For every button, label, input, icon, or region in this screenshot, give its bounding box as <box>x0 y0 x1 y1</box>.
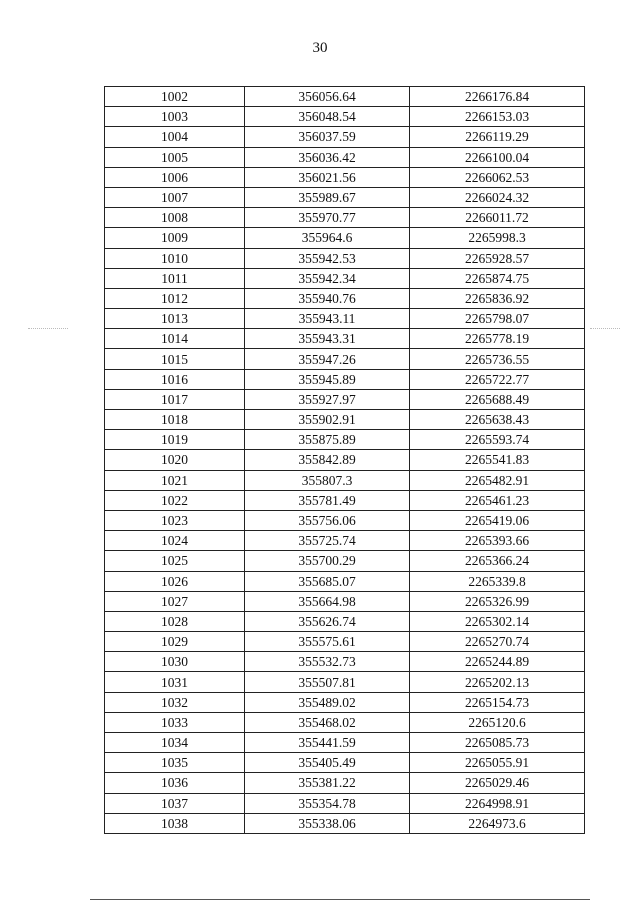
y-coordinate-cell: 2265326.99 <box>410 591 585 611</box>
table-row <box>105 652 585 672</box>
point-number-cell: 1015 <box>105 349 245 369</box>
table-row <box>105 288 585 308</box>
y-coordinate-cell: 2266176.84 <box>410 87 585 107</box>
x-coordinate-cell: 355575.61 <box>245 632 410 652</box>
x-coordinate-cell: 355940.76 <box>245 288 410 308</box>
y-coordinate-cell: 2265928.57 <box>410 248 585 268</box>
x-coordinate-cell: 355381.22 <box>245 773 410 793</box>
point-number-cell: 1031 <box>105 672 245 692</box>
point-number-cell: 1033 <box>105 712 245 732</box>
y-coordinate-cell: 2265541.83 <box>410 450 585 470</box>
y-coordinate-cell: 2265482.91 <box>410 470 585 490</box>
x-coordinate-cell: 355942.53 <box>245 248 410 268</box>
table-row <box>105 753 585 773</box>
table-row <box>105 309 585 329</box>
x-coordinate-cell: 355489.02 <box>245 692 410 712</box>
x-coordinate-cell: 355989.67 <box>245 187 410 207</box>
y-coordinate-cell: 2264973.6 <box>410 813 585 833</box>
x-coordinate-cell: 355468.02 <box>245 712 410 732</box>
x-coordinate-cell: 355947.26 <box>245 349 410 369</box>
x-coordinate-cell: 356056.64 <box>245 87 410 107</box>
point-number-cell: 1005 <box>105 147 245 167</box>
x-coordinate-cell: 355807.3 <box>245 470 410 490</box>
bottom-rule <box>90 899 590 900</box>
y-coordinate-cell: 2265366.24 <box>410 551 585 571</box>
table-row <box>105 147 585 167</box>
point-number-cell: 1010 <box>105 248 245 268</box>
point-number-cell: 1007 <box>105 187 245 207</box>
x-coordinate-cell: 355943.31 <box>245 329 410 349</box>
y-coordinate-cell: 2264998.91 <box>410 793 585 813</box>
point-number-cell: 1020 <box>105 450 245 470</box>
x-coordinate-cell: 355964.6 <box>245 228 410 248</box>
x-coordinate-cell: 355970.77 <box>245 208 410 228</box>
y-coordinate-cell: 2265688.49 <box>410 389 585 409</box>
table-row <box>105 430 585 450</box>
table-row <box>105 813 585 833</box>
table-row <box>105 470 585 490</box>
point-number-cell: 1026 <box>105 571 245 591</box>
point-number-cell: 1018 <box>105 410 245 430</box>
point-number-cell: 1016 <box>105 369 245 389</box>
point-number-cell: 1028 <box>105 611 245 631</box>
y-coordinate-cell: 2265202.13 <box>410 672 585 692</box>
x-coordinate-cell: 355943.11 <box>245 309 410 329</box>
y-coordinate-cell: 2265244.89 <box>410 652 585 672</box>
table-row <box>105 349 585 369</box>
table-row <box>105 450 585 470</box>
page-number: 30 <box>312 40 328 56</box>
y-coordinate-cell: 2266011.72 <box>410 208 585 228</box>
y-coordinate-cell: 2265638.43 <box>410 410 585 430</box>
x-coordinate-cell: 355626.74 <box>245 611 410 631</box>
point-number-cell: 1012 <box>105 288 245 308</box>
y-coordinate-cell: 2265722.77 <box>410 369 585 389</box>
point-number-cell: 1024 <box>105 531 245 551</box>
table-row <box>105 127 585 147</box>
y-coordinate-cell: 2265461.23 <box>410 490 585 510</box>
x-coordinate-cell: 356036.42 <box>245 147 410 167</box>
x-coordinate-cell: 356021.56 <box>245 167 410 187</box>
x-coordinate-cell: 355875.89 <box>245 430 410 450</box>
point-number-cell: 1022 <box>105 490 245 510</box>
table-row <box>105 369 585 389</box>
y-coordinate-cell: 2265270.74 <box>410 632 585 652</box>
y-coordinate-cell: 2265029.46 <box>410 773 585 793</box>
y-coordinate-cell: 2266153.03 <box>410 107 585 127</box>
table-row <box>105 712 585 732</box>
point-number-cell: 1035 <box>105 753 245 773</box>
x-coordinate-cell: 355942.34 <box>245 268 410 288</box>
y-coordinate-cell: 2265085.73 <box>410 733 585 753</box>
coordinates-table-body <box>105 87 585 834</box>
table-row <box>105 591 585 611</box>
x-coordinate-cell: 355441.59 <box>245 733 410 753</box>
table-row <box>105 611 585 631</box>
table-row <box>105 733 585 753</box>
point-number-cell: 1029 <box>105 632 245 652</box>
coordinates-table <box>104 86 585 834</box>
point-number-cell: 1004 <box>105 127 245 147</box>
y-coordinate-cell: 2265055.91 <box>410 753 585 773</box>
point-number-cell: 1019 <box>105 430 245 450</box>
x-coordinate-cell: 355354.78 <box>245 793 410 813</box>
x-coordinate-cell: 355945.89 <box>245 369 410 389</box>
table-row <box>105 490 585 510</box>
y-coordinate-cell: 2266062.53 <box>410 167 585 187</box>
table-row <box>105 510 585 530</box>
point-number-cell: 1014 <box>105 329 245 349</box>
x-coordinate-cell: 355532.73 <box>245 652 410 672</box>
x-coordinate-cell: 355507.81 <box>245 672 410 692</box>
x-coordinate-cell: 355725.74 <box>245 531 410 551</box>
y-coordinate-cell: 2265778.19 <box>410 329 585 349</box>
x-coordinate-cell: 355902.91 <box>245 410 410 430</box>
x-coordinate-cell: 355756.06 <box>245 510 410 530</box>
table-row <box>105 692 585 712</box>
table-row <box>105 208 585 228</box>
point-number-cell: 1017 <box>105 389 245 409</box>
y-coordinate-cell: 2265120.6 <box>410 712 585 732</box>
y-coordinate-cell: 2265154.73 <box>410 692 585 712</box>
point-number-cell: 1023 <box>105 510 245 530</box>
table-row <box>105 329 585 349</box>
y-coordinate-cell: 2265393.66 <box>410 531 585 551</box>
y-coordinate-cell: 2265874.75 <box>410 268 585 288</box>
table-row <box>105 793 585 813</box>
y-coordinate-cell: 2266100.04 <box>410 147 585 167</box>
y-coordinate-cell: 2266119.29 <box>410 127 585 147</box>
table-row <box>105 87 585 107</box>
y-coordinate-cell: 2265998.3 <box>410 228 585 248</box>
y-coordinate-cell: 2265736.55 <box>410 349 585 369</box>
y-coordinate-cell: 2265419.06 <box>410 510 585 530</box>
x-coordinate-cell: 355685.07 <box>245 571 410 591</box>
x-coordinate-cell: 356037.59 <box>245 127 410 147</box>
point-number-cell: 1006 <box>105 167 245 187</box>
point-number-cell: 1008 <box>105 208 245 228</box>
table-row <box>105 389 585 409</box>
table-row <box>105 268 585 288</box>
x-coordinate-cell: 355405.49 <box>245 753 410 773</box>
y-coordinate-cell: 2265302.14 <box>410 611 585 631</box>
point-number-cell: 1003 <box>105 107 245 127</box>
x-coordinate-cell: 355338.06 <box>245 813 410 833</box>
table-row <box>105 167 585 187</box>
point-number-cell: 1002 <box>105 87 245 107</box>
table-row <box>105 107 585 127</box>
scan-mark <box>590 328 620 330</box>
table-row <box>105 551 585 571</box>
point-number-cell: 1021 <box>105 470 245 490</box>
table-row <box>105 531 585 551</box>
table-row <box>105 672 585 692</box>
x-coordinate-cell: 355781.49 <box>245 490 410 510</box>
y-coordinate-cell: 2265836.92 <box>410 288 585 308</box>
table-row <box>105 410 585 430</box>
x-coordinate-cell: 355664.98 <box>245 591 410 611</box>
table-row <box>105 571 585 591</box>
x-coordinate-cell: 355842.89 <box>245 450 410 470</box>
scan-mark <box>28 328 68 330</box>
table-row <box>105 773 585 793</box>
point-number-cell: 1009 <box>105 228 245 248</box>
point-number-cell: 1025 <box>105 551 245 571</box>
table-row <box>105 248 585 268</box>
table-row <box>105 632 585 652</box>
x-coordinate-cell: 355700.29 <box>245 551 410 571</box>
point-number-cell: 1034 <box>105 733 245 753</box>
point-number-cell: 1030 <box>105 652 245 672</box>
y-coordinate-cell: 2265798.07 <box>410 309 585 329</box>
point-number-cell: 1027 <box>105 591 245 611</box>
y-coordinate-cell: 2265339.8 <box>410 571 585 591</box>
y-coordinate-cell: 2266024.32 <box>410 187 585 207</box>
point-number-cell: 1011 <box>105 268 245 288</box>
point-number-cell: 1037 <box>105 793 245 813</box>
table-row <box>105 187 585 207</box>
table-row <box>105 228 585 248</box>
x-coordinate-cell: 355927.97 <box>245 389 410 409</box>
y-coordinate-cell: 2265593.74 <box>410 430 585 450</box>
point-number-cell: 1032 <box>105 692 245 712</box>
point-number-cell: 1038 <box>105 813 245 833</box>
point-number-cell: 1013 <box>105 309 245 329</box>
point-number-cell: 1036 <box>105 773 245 793</box>
x-coordinate-cell: 356048.54 <box>245 107 410 127</box>
